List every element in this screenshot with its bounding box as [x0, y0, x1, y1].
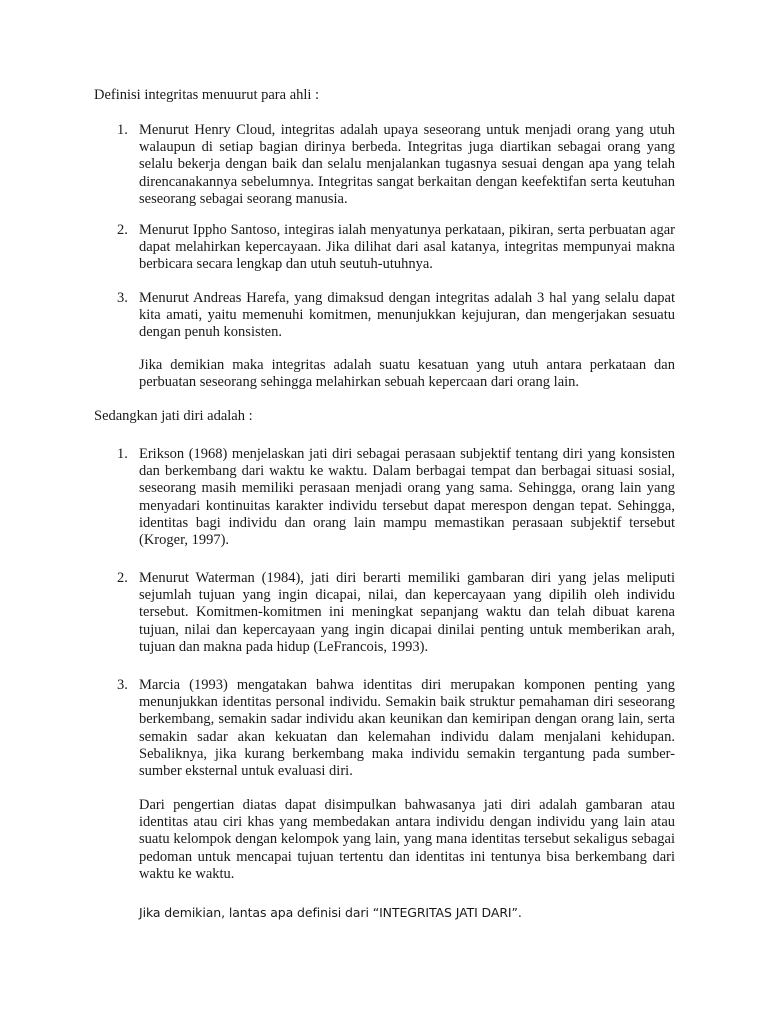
list-number: 3.: [117, 290, 128, 306]
list-item-text: Menurut Ippho Santoso, integiras ialah menyatunya perkataan, pikiran, serta perbuatan agar dapat melahirkan kepercayaan. Jika dilihat dari asal katanya, integritas mempunyai makna berbicara secara lengkap dan utuh seutuh-utuhnya.: [139, 222, 675, 273]
heading-jati-diri: Sedangkan jati diri adalah :: [94, 408, 253, 424]
list-item-integritas-2: [117, 222, 675, 274]
list-item-integritas-1: [117, 122, 675, 208]
list-item-jati-diri-2: [117, 570, 675, 656]
final-question: Jika demikian, lantas apa definisi dari “INTEGRITAS JATI DARI”.: [139, 905, 522, 920]
list-item-text: Erikson (1968) menjelaskan jati diri sebagai perasaan subjektif tentang diri yang konsisten dan berkembang dari waktu ke waktu. Dalam berbagai tempat dan berbagai situasi sosial, seseorang masih memiliki perasaan menjadi orang yang sama. Sehingga, orang lain yang menyadari kontinuitas karakter individu tersebut dapat merespon dengan tepat. Sehingga, identitas bagi individu dan orang lain mampu memastikan perasaan subjektif tersebut (Kroger, 1997).: [139, 446, 675, 549]
list-item-text: Marcia (1993) mengatakan bahwa identitas diri merupakan komponen penting yang menunjukkan identitas personal individu. Semakin baik struktur pemahaman diri seseorang berkembang, semakin sadar individu akan keunikan dan kemiripan dengan orang lain, serta semakin sadar akan kekuatan dan kelemahan individu dalam menjalani kehidupan. Sebaliknya, jika kurang berkembang maka individu semakin tergantung pada sumber-sumber eksternal untuk evaluasi diri.: [139, 677, 675, 780]
list-item-text: Menurut Henry Cloud, integritas adalah upaya seseorang untuk menjadi orang yang utuh walaupun di setiap bagian dirinya berbeda. Integritas juga diartikan sebagai orang yang selalu bekerja dengan baik dan selalu menjalankan tugasnya sesuai dengan apa yang telah direncanakannya sebelumnya. Integritas sangat berkaitan dengan keefektifan serta keutuhan seseorang sebagai seorang manusia.: [139, 122, 675, 207]
list-item-jati-diri-3: [117, 677, 675, 780]
integritas-conclusion: Jika demikian maka integritas adalah suatu kesatuan yang utuh antara perkataan dan perbuatan seseorang sehingga melahirkan sebuah kepercaan dari orang lain.: [139, 357, 675, 391]
list-number: 1.: [117, 446, 128, 462]
list-number: 2.: [117, 570, 128, 586]
list-item-integritas-3: [117, 290, 675, 342]
list-number: 2.: [117, 222, 128, 238]
heading-integritas: Definisi integritas menuurut para ahli :: [94, 87, 320, 103]
list-item-jati-diri-1: [117, 446, 675, 549]
jati-diri-conclusion: Dari pengertian diatas dapat disimpulkan bahwasanya jati diri adalah gambaran atau identitas atau ciri khas yang membedakan antara individu dengan individu yang lain atau suatu kelompok dengan kelompok yang lain, yang mana identitas tersebut sekaligus sebagai pedoman untuk mencapai tujuan tertentu dan identitas ini tentunya bisa berkembang dari waktu ke waktu.: [139, 797, 675, 882]
list-item-text: Menurut Andreas Harefa, yang dimaksud dengan integritas adalah 3 hal yang selalu dapat kita amati, yaitu memenuhi komitmen, menunjukkan kejujuran, dan mengerjakan sesuatu dengan penuh konsisten.: [139, 290, 675, 341]
list-number: 3.: [117, 677, 128, 693]
list-number: 1.: [117, 122, 128, 138]
list-item-text: Menurut Waterman (1984), jati diri berarti memiliki gambaran diri yang jelas meliputi sejumlah tujuan yang ingin dicapai, nilai, dan kepercayaan yang dipilih oleh individu tersebut. Komitmen-komitmen ini meningkat sepanjang waktu dan telah dibuat karena tujuan, nilai dan kepercayaan yang ingin dicapai dinilai penting untuk memberikan arah, tujuan dan makna pada hidup (LeFrancois, 1993).: [139, 570, 675, 655]
